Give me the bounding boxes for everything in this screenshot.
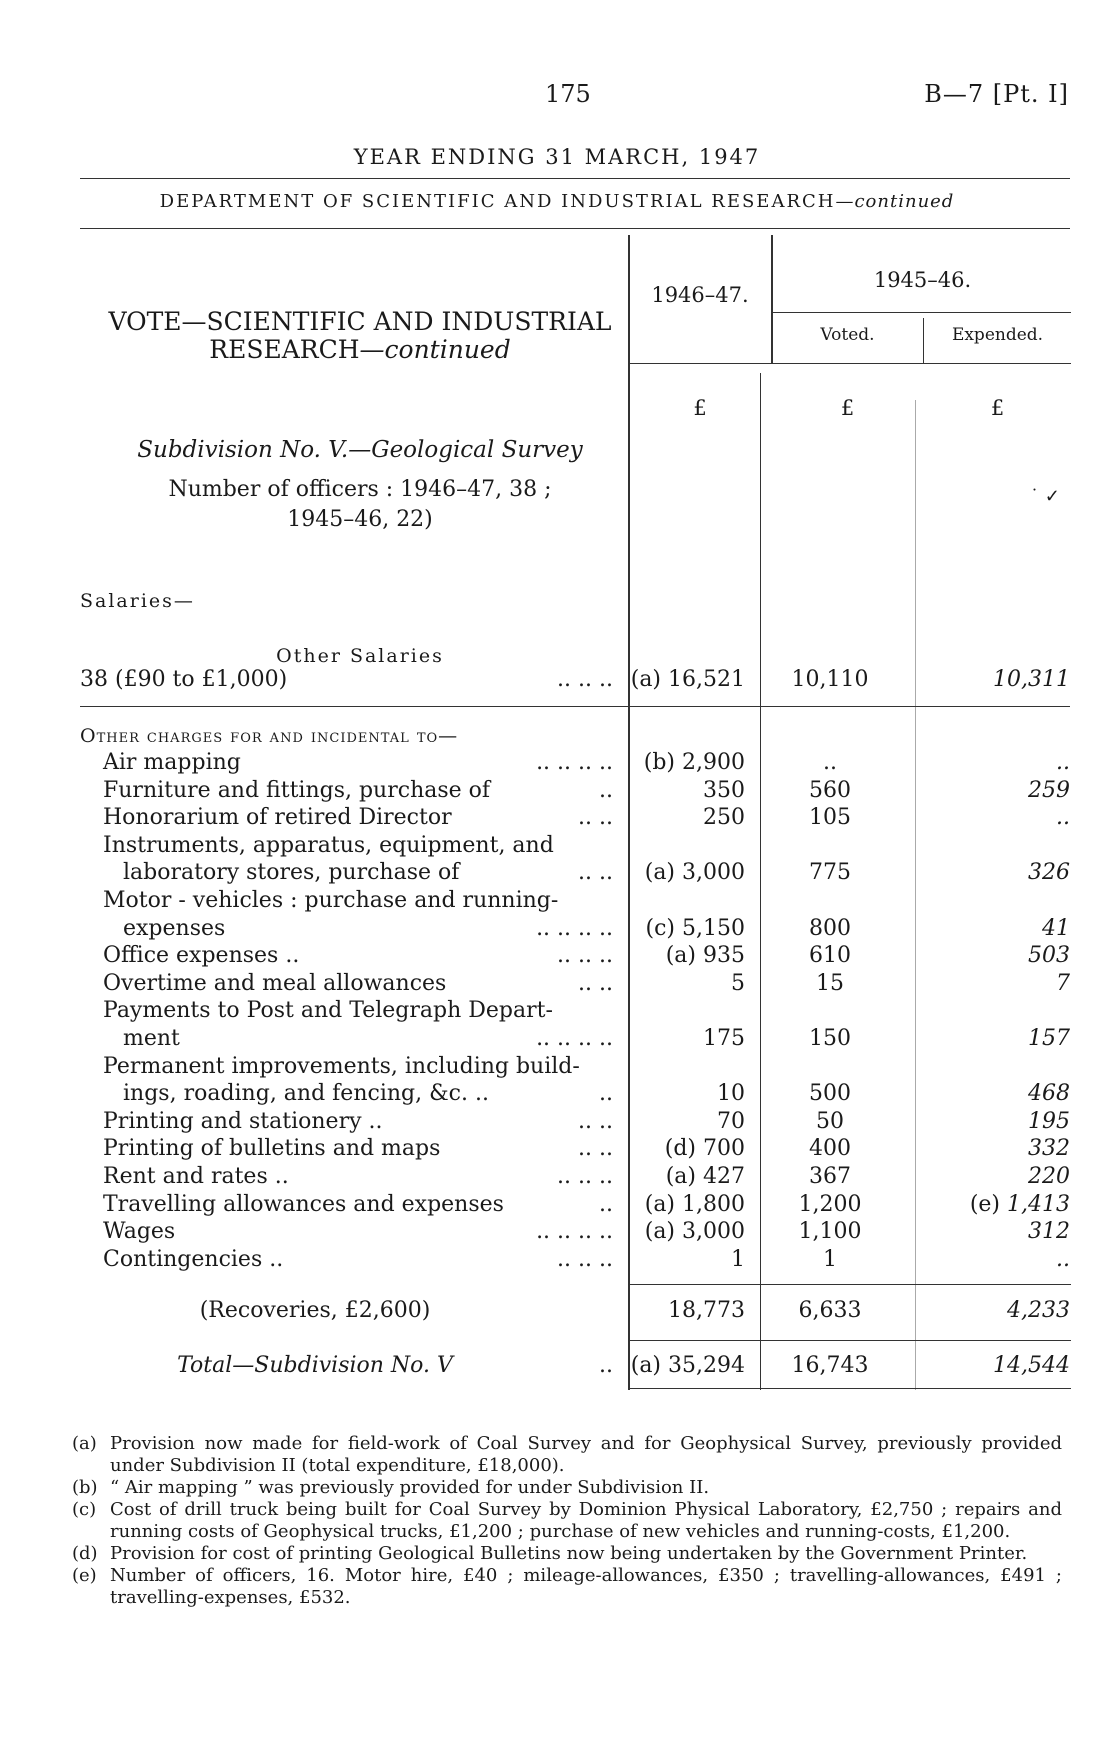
currency-1946: £ xyxy=(693,396,707,420)
leader-dots: .. xyxy=(599,1191,613,1217)
footnote-reference: (e) xyxy=(969,1191,1001,1217)
recoveries-label: (Recoveries, £2,600) xyxy=(199,1298,431,1323)
leader-dots: .. .. .. xyxy=(557,667,613,692)
amount-1946-47: (a) 1,800 xyxy=(644,1191,745,1217)
table-row xyxy=(0,998,1114,1025)
amount-voted: 15 xyxy=(816,970,844,996)
officers-line-2: 1945–46, 22) xyxy=(287,507,433,532)
recoveries-row xyxy=(0,1298,1114,1325)
amount-voted: 500 xyxy=(809,1081,851,1107)
leader-dots: .. xyxy=(599,1081,613,1107)
row-description: Overtime and meal allowances xyxy=(103,970,447,996)
amount-expended-cell xyxy=(920,1136,1070,1161)
row-description: Motor - vehicles : purchase and running- xyxy=(103,888,559,913)
table-row xyxy=(0,916,1114,943)
amount-expended-cell xyxy=(920,971,1070,996)
amount-1946-47: (d) 700 xyxy=(664,1136,745,1162)
amount-expended-cell xyxy=(920,1164,1070,1189)
vote-title-line-2 xyxy=(80,336,640,364)
amount-voted: 800 xyxy=(809,915,851,941)
amount-voted: 10,110 xyxy=(791,667,869,692)
leader-dots: .. xyxy=(599,1353,613,1378)
column-rule-3 xyxy=(923,318,924,363)
amount-expended-cell xyxy=(920,1109,1070,1134)
currency-expended: £ xyxy=(990,396,1005,420)
footnotes xyxy=(72,1433,1062,1609)
footnote-mark: (c) xyxy=(72,1499,97,1520)
amount-expended-cell xyxy=(920,1247,1070,1272)
row-description: expenses xyxy=(123,915,226,941)
salary-description: 38 (£90 to £1,000) xyxy=(80,667,288,692)
amount-expended: 41 xyxy=(1042,915,1070,941)
margin-mark: ˙ ✓ xyxy=(1030,486,1060,507)
vote-title-line-1: VOTE—SCIENTIFIC AND INDUSTRIAL xyxy=(108,307,612,336)
amount-expended: 4,233 xyxy=(1007,1298,1070,1323)
table-row xyxy=(0,1219,1114,1246)
amount-expended-cell xyxy=(920,1026,1070,1051)
leader-dots: .. .. xyxy=(578,970,613,996)
amount-1946-47: (a) 427 xyxy=(665,1164,745,1189)
department-continued: —continued xyxy=(835,191,955,212)
footnote-mark: (b) xyxy=(72,1477,98,1498)
table-top-rule xyxy=(80,228,1070,229)
footnote-mark: (a) xyxy=(72,1433,97,1454)
amount-expended-cell xyxy=(920,750,1070,775)
leader-dots: .. .. xyxy=(578,805,613,831)
amount-expended: 312 xyxy=(1028,1219,1070,1245)
row-description: Air mapping xyxy=(103,750,241,775)
table-row xyxy=(0,888,1114,915)
header-divider xyxy=(771,312,1071,313)
footnote-b xyxy=(72,1477,1062,1499)
department-title xyxy=(0,191,1114,212)
row-description: Contingencies .. xyxy=(103,1246,284,1272)
row-description: Instruments, apparatus, equipment, and xyxy=(103,832,554,858)
footnote-text: Cost of drill truck being built for Coal Survey by Dominion Physical Laboratory, £2,750 ; repairs and running costs of Geophysical trucks, £1,200 ; purchase of new vehicles and running-costs, £1,200. xyxy=(110,1499,1062,1542)
amount-1946-47: (a) 3,000 xyxy=(644,860,745,886)
amount-1946-47: 175 xyxy=(703,1026,745,1051)
table-row xyxy=(0,1081,1114,1108)
row-description: Rent and rates .. xyxy=(103,1164,289,1189)
amount-expended: .. xyxy=(1056,805,1070,831)
row-description: Payments to Post and Telegraph Depart- xyxy=(103,998,553,1024)
row-description: Wages xyxy=(103,1219,176,1245)
row-description: Printing of bulletins and maps xyxy=(103,1136,441,1162)
total-label: Total—Subdivision No. V xyxy=(177,1353,453,1378)
amount-expended: 1,413 xyxy=(1007,1191,1070,1217)
other-charges-heading: Other charges for and incidental to— xyxy=(80,725,459,747)
amount-1946-47: (a) 16,521 xyxy=(630,667,745,692)
footnote-c xyxy=(72,1499,1062,1543)
row-description: ment xyxy=(123,1026,180,1051)
row-description: Furniture and fittings, purchase of xyxy=(103,777,491,803)
total-row xyxy=(0,1353,1114,1380)
amount-expended: 220 xyxy=(1028,1164,1070,1189)
row-description: laboratory stores, purchase of xyxy=(123,860,460,886)
amount-voted: 560 xyxy=(809,777,851,803)
amount-expended-cell xyxy=(920,1192,1070,1217)
amount-1946-47: 18,773 xyxy=(668,1298,745,1323)
leader-dots: .. .. .. .. xyxy=(536,1026,613,1051)
leader-dots: .. .. .. xyxy=(557,1164,613,1189)
row-description: Honorarium of retired Director xyxy=(103,805,452,831)
footnote-text: Number of officers, 16. Motor hire, £40 ; mileage-allowances, £350 ; travelling-allowances, £491 ; travelling-expenses, £532. xyxy=(110,1565,1062,1608)
vote-title-research: RESEARCH xyxy=(209,335,360,364)
footnote-e xyxy=(72,1565,1062,1609)
amount-voted: 50 xyxy=(816,1108,844,1134)
amount-1946-47: (a) 35,294 xyxy=(630,1353,745,1378)
amount-voted: 16,743 xyxy=(791,1353,869,1378)
table-row xyxy=(0,943,1114,970)
page-reference: B—7 [Pt. I] xyxy=(924,80,1069,108)
year-title: YEAR ENDING 31 MARCH, 1947 xyxy=(353,145,761,169)
amount-expended: 468 xyxy=(1028,1081,1070,1107)
amount-1946-47: 250 xyxy=(703,805,745,831)
department-name: DEPARTMENT OF SCIENTIFIC AND INDUSTRIAL RESEARCH xyxy=(159,191,836,212)
amount-1946-47: (b) 2,900 xyxy=(643,750,745,775)
table-row xyxy=(0,1026,1114,1053)
footnote-text: Provision now made for field-work of Coal Survey and for Geophysical Survey, previously provided under Subdivision II (total expenditure, £18,000). xyxy=(110,1433,1062,1476)
table-row xyxy=(0,1164,1114,1191)
amount-1946-47: 1 xyxy=(731,1246,745,1272)
table-row xyxy=(0,971,1114,998)
row-description: Printing and stationery .. xyxy=(103,1108,383,1134)
amount-expended: 326 xyxy=(1028,860,1070,886)
leader-dots: .. .. .. .. xyxy=(536,915,613,941)
column-header-rule xyxy=(628,363,1071,364)
leader-dots: .. .. .. .. xyxy=(536,1219,613,1245)
table-row xyxy=(0,805,1114,832)
amount-voted: 775 xyxy=(809,860,851,886)
column-header-expended: Expended. xyxy=(951,325,1044,345)
leader-dots: .. .. .. xyxy=(557,943,613,969)
amount-expended-cell xyxy=(920,778,1070,803)
amount-expended-cell xyxy=(920,943,1070,968)
row-description: Permanent improvements, including build- xyxy=(103,1053,580,1079)
officers-count xyxy=(80,475,640,535)
header-rule xyxy=(80,178,1070,179)
table-bottom-rule xyxy=(628,1388,1071,1389)
amount-expended-cell xyxy=(920,916,1070,941)
table-row xyxy=(0,833,1114,860)
amount-expended: .. xyxy=(1056,1246,1070,1272)
amount-1946-47: 350 xyxy=(703,777,745,803)
total-rule xyxy=(628,1340,1071,1341)
officers-line-1: Number of officers : 1946–47, 38 ; xyxy=(168,477,552,502)
amount-1946-47: (c) 5,150 xyxy=(645,915,745,941)
footnote-d xyxy=(72,1543,1062,1565)
amount-voted: .. xyxy=(823,750,837,775)
table-row xyxy=(0,1247,1114,1274)
subdivision-title: Subdivision No. V.—Geological Survey xyxy=(137,437,583,463)
table-row xyxy=(0,1054,1114,1081)
leader-dots: .. .. .. xyxy=(557,1246,613,1272)
footnote-text: Provision for cost of printing Geological Bulletins now being undertaken by the Government Printer. xyxy=(110,1543,1028,1564)
amount-expended-cell xyxy=(920,1081,1070,1106)
footnote-text: “ Air mapping ” was previously provided for under Subdivision II. xyxy=(110,1477,710,1498)
amount-expended: 503 xyxy=(1028,943,1070,969)
amount-1946-47: 5 xyxy=(731,970,745,996)
vote-title xyxy=(80,308,640,364)
footnote-mark: (d) xyxy=(72,1543,98,1564)
amount-1946-47: (a) 3,000 xyxy=(644,1219,745,1245)
column-rule-2 xyxy=(771,235,773,363)
amount-expended: 332 xyxy=(1028,1136,1070,1162)
amount-expended: 259 xyxy=(1028,777,1070,803)
footnote-mark: (e) xyxy=(72,1565,97,1586)
row-description: ings, roading, and fencing, &c. .. xyxy=(123,1081,489,1107)
salaries-heading: Salaries— xyxy=(80,590,195,612)
leader-dots: .. .. .. .. xyxy=(536,750,613,775)
currency-voted: £ xyxy=(840,396,855,420)
amount-1946-47: (a) 935 xyxy=(665,943,745,969)
amount-expended: 195 xyxy=(1028,1108,1070,1134)
page-number: 175 xyxy=(545,80,591,108)
amount-voted: 150 xyxy=(809,1026,851,1051)
footnote-a xyxy=(72,1433,1062,1477)
table-row xyxy=(0,1192,1114,1219)
amount-1946-47: 10 xyxy=(717,1081,745,1107)
amount-expended-cell xyxy=(920,1219,1070,1244)
column-header-voted: Voted. xyxy=(820,325,875,345)
other-salaries-heading: Other Salaries xyxy=(276,645,444,667)
table-row xyxy=(0,1109,1114,1136)
leader-dots: .. .. xyxy=(578,1136,613,1162)
column-header-1945-46: 1945–46. xyxy=(873,268,972,292)
table-row xyxy=(0,860,1114,887)
amount-voted: 367 xyxy=(809,1164,851,1189)
amount-expended: .. xyxy=(1056,750,1070,775)
amount-voted: 6,633 xyxy=(798,1298,862,1323)
column-header-1946-47: 1946–47. xyxy=(651,283,749,307)
amount-voted: 610 xyxy=(809,943,851,969)
row-description: Travelling allowances and expenses xyxy=(103,1191,504,1217)
amount-expended-cell xyxy=(920,805,1070,830)
amount-expended: 14,544 xyxy=(993,1353,1070,1378)
table-row xyxy=(0,778,1114,805)
amount-voted: 105 xyxy=(809,805,851,831)
table-row xyxy=(0,750,1114,777)
amount-1946-47: 70 xyxy=(717,1108,745,1134)
amount-voted: 1 xyxy=(823,1246,837,1272)
amount-expended: 157 xyxy=(1028,1026,1070,1051)
subtotal-rule xyxy=(628,1284,1071,1285)
amount-voted: 400 xyxy=(809,1136,851,1162)
amount-expended: 10,311 xyxy=(993,667,1070,692)
amount-voted: 1,200 xyxy=(798,1191,862,1217)
amount-expended: 7 xyxy=(1056,970,1070,996)
leader-dots: .. .. xyxy=(578,860,613,886)
leader-dots: .. xyxy=(599,777,613,803)
salary-rule xyxy=(80,706,1070,707)
leader-dots: .. .. xyxy=(578,1108,613,1134)
table-row xyxy=(0,1136,1114,1163)
amount-voted: 1,100 xyxy=(798,1219,862,1245)
amount-expended-cell xyxy=(920,860,1070,885)
row-description: Office expenses .. xyxy=(103,943,300,969)
salary-row xyxy=(0,667,1114,694)
vote-title-continued: —continued xyxy=(359,335,511,364)
